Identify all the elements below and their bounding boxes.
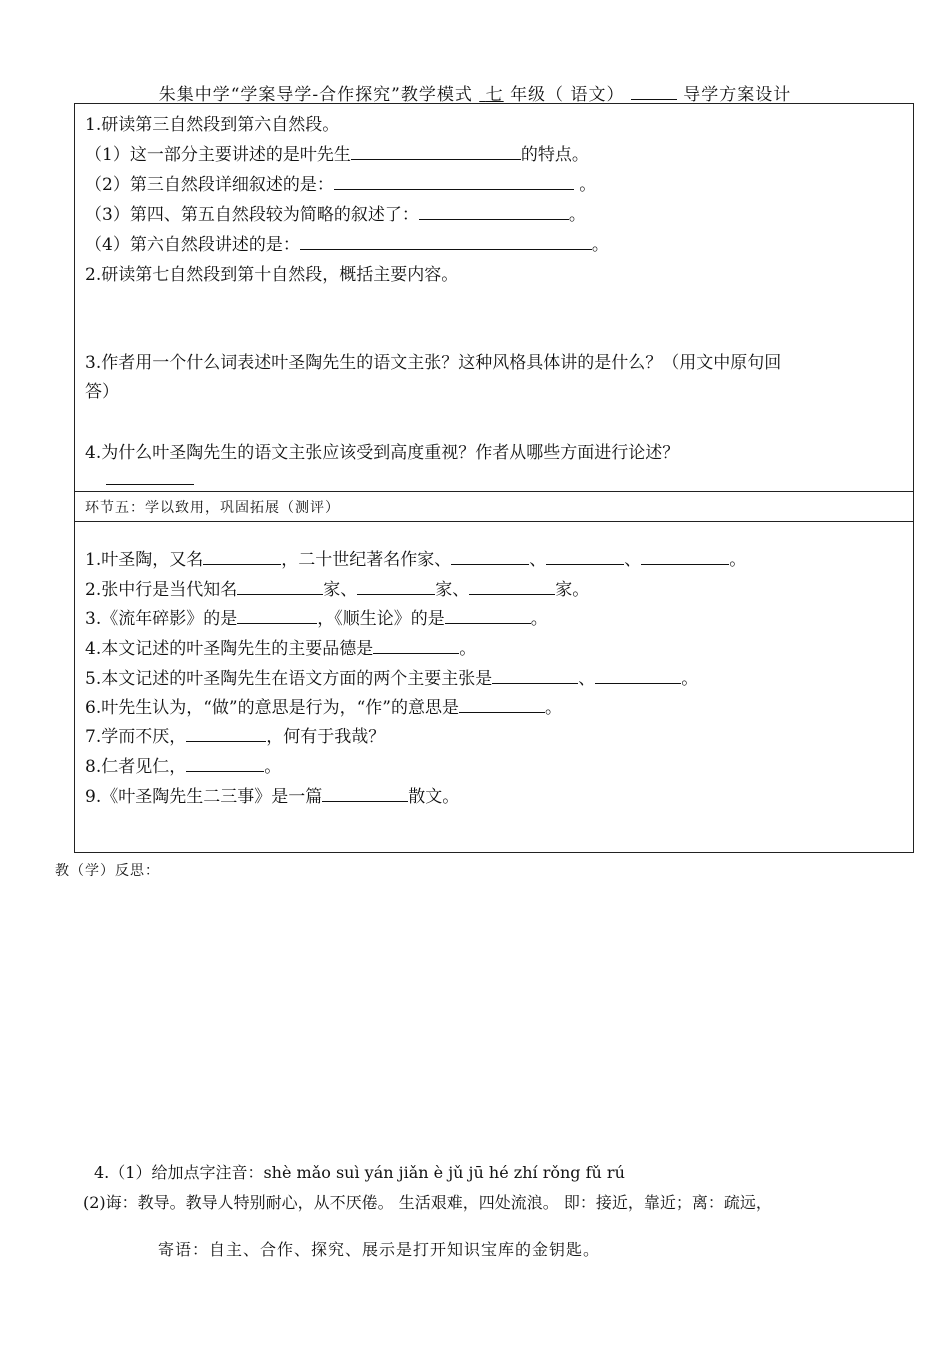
answer-blank[interactable] bbox=[186, 756, 264, 772]
question-1a: （1）这一部分主要讲述的是叶先生 的特点。 bbox=[85, 145, 589, 165]
reflection-label: 教（学）反思： bbox=[55, 863, 160, 879]
answer-blank[interactable] bbox=[106, 469, 194, 485]
answer-meaning-line: (2)诲：教导。教导人特别耐心，从不厌倦。 生活艰难，四处流浪。 即：接近，靠近；离：疏远， bbox=[83, 1193, 772, 1212]
exercise-9: 9.《叶圣陶先生二三事》是一篇 散文。 bbox=[85, 787, 460, 807]
question-1c: （3）第四、第五自然段较为简略的叙述了： 。 bbox=[85, 205, 586, 225]
answer-pinyin-line: 4.（1）给加点字注音：shè mǎo suì yán jiǎn è jǔ jū hé zhí rǒng fǔ rú bbox=[94, 1163, 625, 1182]
question-1: 1.研读第三自然段到第六自然段。 bbox=[85, 115, 340, 135]
exercise-1: 1.叶圣陶，又名 ，二十世纪著名作家、 、 、 。 bbox=[85, 550, 747, 570]
answer-blank[interactable] bbox=[451, 549, 529, 565]
question-3-line1: 3.作者用一个什么词表述叶圣陶先生的语文主张？这种风格具体讲的是什么？（用文中原句回 bbox=[85, 353, 782, 373]
answer-blank[interactable] bbox=[300, 234, 592, 250]
question-1d: （4）第六自然段讲述的是： 。 bbox=[85, 235, 609, 255]
answer-blank[interactable] bbox=[492, 668, 578, 684]
exercise-6: 6.叶先生认为，“做”的意思是行为，“作”的意思是 。 bbox=[85, 698, 562, 718]
answer-blank[interactable] bbox=[546, 549, 624, 565]
answer-blank[interactable] bbox=[641, 549, 729, 565]
answer-blank[interactable] bbox=[322, 786, 408, 802]
answer-blank[interactable] bbox=[595, 668, 681, 684]
answer-blank[interactable] bbox=[237, 579, 323, 595]
answer-blank[interactable] bbox=[186, 726, 266, 742]
header-middle: 年级（ 语文） bbox=[510, 85, 625, 105]
exercise-3: 3.《流年碎影》的是 ，《顺生论》的是 。 bbox=[85, 609, 548, 629]
exercise-7: 7.学而不厌， ，何有于我哉？ bbox=[85, 727, 386, 747]
section-title: 环节五：学以致用，巩固拓展（测评） bbox=[85, 500, 340, 516]
answer-blank[interactable] bbox=[419, 204, 569, 220]
page-header bbox=[0, 80, 950, 105]
question-3-line2: 答） bbox=[85, 382, 119, 402]
exercise-2: 2.张中行是当代知名 家、 家、 家。 bbox=[85, 580, 590, 600]
answer-blank[interactable] bbox=[334, 174, 574, 190]
exercise-8: 8.仁者见仁， 。 bbox=[85, 757, 282, 777]
answer-blank[interactable] bbox=[469, 579, 555, 595]
answer-blank[interactable] bbox=[237, 608, 317, 624]
question-1b: （2）第三自然段详细叙述的是： 。 bbox=[85, 175, 597, 195]
header-suffix: 导学方案设计 bbox=[683, 85, 792, 105]
header-blank[interactable] bbox=[631, 84, 677, 100]
answer-blank[interactable] bbox=[203, 549, 281, 565]
question-4: 4.为什么叶圣陶先生的语文主张应该受到高度重视？作者从哪些方面进行论述？ bbox=[85, 443, 680, 463]
question-2: 2.研读第七自然段到第十自然段，概括主要内容。 bbox=[85, 265, 459, 285]
exercise-5: 5.本文记述的叶圣陶先生在语文方面的两个主要主张是 、 。 bbox=[85, 669, 699, 689]
answer-blank[interactable] bbox=[459, 697, 545, 713]
answer-blank[interactable] bbox=[373, 638, 459, 654]
answer-blank[interactable] bbox=[351, 144, 521, 160]
header-prefix: 朱集中学“学案导学-合作探究”教学模式 bbox=[158, 85, 480, 105]
answer-blank[interactable] bbox=[445, 608, 531, 624]
answer-blank[interactable] bbox=[357, 579, 435, 595]
motto: 寄语：自主、合作、探究、展示是打开知识宝库的金钥匙。 bbox=[158, 1240, 601, 1259]
header-grade: 七 bbox=[485, 85, 504, 105]
exercise-4: 4.本文记述的叶圣陶先生的主要品德是 。 bbox=[85, 639, 477, 659]
